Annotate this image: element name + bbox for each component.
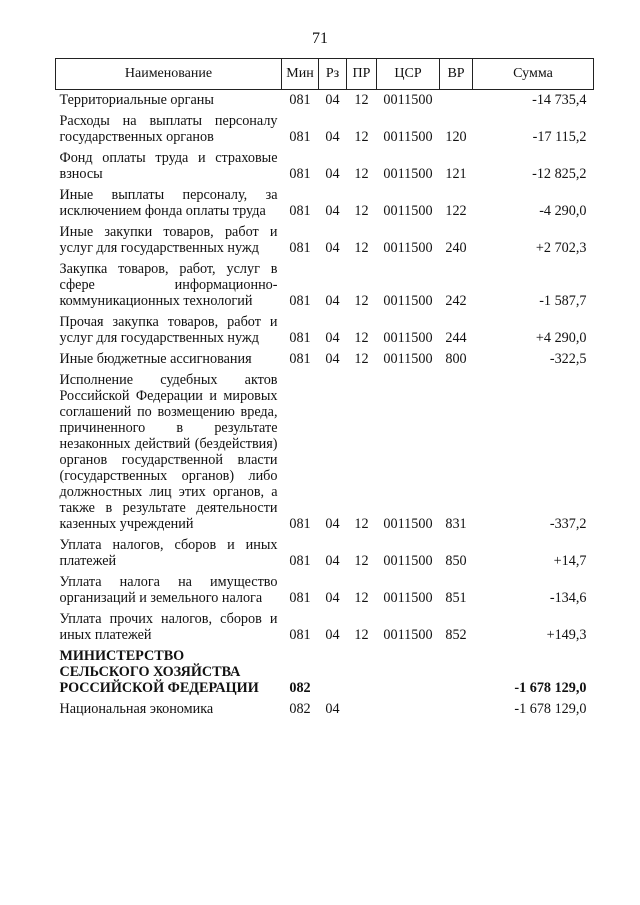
row-vr: 851 (445, 590, 467, 606)
row-rz: 04 (325, 553, 340, 569)
column-header-pr: ПР (347, 59, 377, 90)
table-row (56, 185, 594, 222)
row-pr: 12 (354, 627, 369, 643)
column-header-vr: ВР (440, 59, 473, 90)
row-min: 081 (289, 129, 311, 145)
row-csr: 0011500 (383, 351, 433, 367)
row-pr: 12 (354, 129, 369, 145)
table-row (56, 111, 594, 148)
row-csr (377, 699, 440, 720)
row-csr (377, 646, 440, 699)
table-row (56, 222, 594, 259)
row-name: МИНИСТЕРСТВО СЕЛЬСКОГО ХОЗЯЙСТВА РОССИЙСКОЙ ФЕДЕРАЦИИ (59, 648, 259, 696)
row-name: Уплата прочих налогов, сборов и иных платежей (59, 611, 278, 643)
row-min: 081 (289, 351, 311, 367)
table-row (56, 148, 594, 185)
row-rz (319, 646, 347, 699)
row-min: 081 (289, 92, 311, 108)
column-header-min: Мин (282, 59, 319, 90)
row-vr: 240 (445, 240, 467, 256)
row-name: Иные бюджетные ассигнования (59, 351, 252, 367)
row-pr: 12 (354, 240, 369, 256)
row-sum: -337,2 (549, 516, 587, 532)
row-sum: +149,3 (546, 627, 587, 643)
row-pr (347, 699, 377, 720)
row-rz: 04 (325, 240, 340, 256)
row-min: 081 (289, 553, 311, 569)
row-vr: 122 (445, 203, 467, 219)
row-min: 081 (289, 166, 311, 182)
row-pr: 12 (354, 293, 369, 309)
row-sum: -1 678 129,0 (514, 680, 587, 696)
page-number: 71 (312, 30, 328, 47)
row-sum: -1 678 129,0 (514, 701, 587, 717)
row-pr: 12 (354, 351, 369, 367)
row-sum: -134,6 (549, 590, 587, 606)
row-rz: 04 (325, 701, 340, 717)
row-rz: 04 (325, 166, 340, 182)
row-name: Уплата налога на имущество организаций и земельного налога (59, 574, 278, 606)
row-csr: 0011500 (383, 293, 433, 309)
row-pr (347, 646, 377, 699)
row-sum: +14,7 (553, 553, 587, 569)
table-row (56, 535, 594, 572)
table-header (56, 59, 594, 90)
row-pr: 12 (354, 166, 369, 182)
row-sum: +2 702,3 (535, 240, 587, 256)
row-vr (440, 699, 473, 720)
row-name: Уплата налогов, сборов и иных платежей (59, 537, 278, 569)
row-vr: 850 (445, 553, 467, 569)
row-name: Исполнение судебных актов Российской Федерации и мировых соглашений по возмещению вреда, причиненного в результате незаконных действий (бездействия) органов государственной власти (государственных органов) либо должностных лиц этих органов, а также в результате деятельности казенных учреждений (59, 372, 278, 532)
row-rz: 04 (325, 590, 340, 606)
row-csr: 0011500 (383, 129, 433, 145)
row-vr: 242 (445, 293, 467, 309)
row-rz: 04 (325, 92, 340, 108)
table-row (56, 370, 594, 535)
row-name: Национальная экономика (59, 701, 214, 717)
row-csr: 0011500 (383, 92, 433, 108)
table-row (56, 259, 594, 312)
column-header-csr: ЦСР (377, 59, 440, 90)
row-csr: 0011500 (383, 627, 433, 643)
table-body (56, 90, 594, 721)
row-rz: 04 (325, 293, 340, 309)
row-vr: 121 (445, 166, 467, 182)
row-name: Иные закупки товаров, работ и услуг для государственных нужд (59, 224, 278, 256)
column-header-name: Наименование (56, 59, 282, 90)
row-vr: 800 (445, 351, 467, 367)
table-row (56, 646, 594, 699)
row-sum: -4 290,0 (539, 203, 587, 219)
table-row (56, 699, 594, 720)
row-csr: 0011500 (383, 240, 433, 256)
row-csr: 0011500 (383, 166, 433, 182)
column-header-rz: Рз (319, 59, 347, 90)
row-rz: 04 (325, 516, 340, 532)
row-min: 082 (289, 701, 311, 717)
row-rz: 04 (325, 330, 340, 346)
row-name: Расходы на выплаты персоналу государственных органов (59, 113, 278, 145)
table-row (56, 349, 594, 370)
row-name: Иные выплаты персоналу, за исключением фонда оплаты труда (59, 187, 278, 219)
row-pr: 12 (354, 92, 369, 108)
row-pr: 12 (354, 553, 369, 569)
row-csr: 0011500 (383, 553, 433, 569)
row-name: Территориальные органы (59, 92, 214, 108)
row-rz: 04 (325, 627, 340, 643)
row-csr: 0011500 (383, 516, 433, 532)
row-sum: +4 290,0 (535, 330, 587, 346)
row-pr: 12 (354, 330, 369, 346)
row-rz: 04 (325, 351, 340, 367)
row-vr: 120 (445, 129, 467, 145)
row-name: Прочая закупка товаров, работ и услуг для государственных нужд (59, 314, 278, 346)
row-vr: 244 (445, 330, 467, 346)
row-csr: 0011500 (383, 590, 433, 606)
row-min: 081 (289, 293, 311, 309)
table-row (56, 572, 594, 609)
row-sum: -1 587,7 (539, 293, 587, 309)
row-min: 081 (289, 240, 311, 256)
row-pr: 12 (354, 516, 369, 532)
row-min: 082 (289, 680, 311, 696)
row-sum: -322,5 (549, 351, 587, 367)
table-row (56, 609, 594, 646)
row-name: Закупка товаров, работ, услуг в сфере информационно-коммуникационных технологий (59, 261, 278, 309)
row-vr (440, 646, 473, 699)
row-min: 081 (289, 627, 311, 643)
row-sum: -14 735,4 (532, 92, 587, 108)
budget-table (55, 58, 594, 720)
row-pr: 12 (354, 590, 369, 606)
row-min: 081 (289, 203, 311, 219)
row-csr: 0011500 (383, 203, 433, 219)
row-vr: 831 (445, 516, 467, 532)
row-vr (440, 90, 473, 112)
row-sum: -12 825,2 (532, 166, 587, 182)
row-name: Фонд оплаты труда и страховые взносы (59, 150, 278, 182)
row-rz: 04 (325, 203, 340, 219)
row-vr: 852 (445, 627, 467, 643)
row-min: 081 (289, 516, 311, 532)
table-row (56, 90, 594, 112)
row-sum: -17 115,2 (532, 129, 587, 145)
row-csr: 0011500 (383, 330, 433, 346)
table-row (56, 312, 594, 349)
column-header-sum: Сумма (473, 59, 594, 90)
row-pr: 12 (354, 203, 369, 219)
row-min: 081 (289, 590, 311, 606)
row-min: 081 (289, 330, 311, 346)
row-rz: 04 (325, 129, 340, 145)
